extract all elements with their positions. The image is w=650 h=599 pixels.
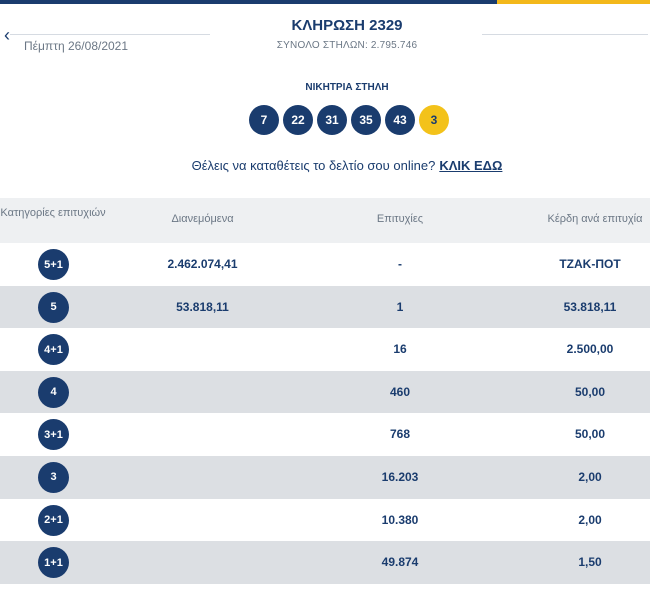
online-cta-text: Θέλεις να καταθέτεις το δελτίο σου online? xyxy=(191,158,436,173)
header-divider-left xyxy=(10,34,210,35)
category-badge: 5 xyxy=(38,292,69,323)
table-row xyxy=(0,243,650,286)
winnings-value: 2.500,00 xyxy=(566,342,614,357)
top-bar xyxy=(0,0,650,4)
top-bar-accent xyxy=(497,0,650,4)
draw-title: ΚΛΗΡΩΣΗ 2329 xyxy=(291,17,403,34)
winning-numbers xyxy=(249,105,453,135)
distributed-value xyxy=(140,413,265,455)
successes-value: 16 xyxy=(393,342,407,357)
successes-value: 1 xyxy=(396,299,404,314)
successes-value: 16.203 xyxy=(381,469,419,484)
successes-value: 768 xyxy=(389,427,411,442)
total-columns: ΣΥΝΟΛΟ ΣΤΗΛΩΝ: 2.795.746 xyxy=(276,40,418,51)
online-cta xyxy=(0,158,650,173)
header-successes: Επιτυχίες xyxy=(376,213,424,225)
distributed-value: 53.818,11 xyxy=(176,299,229,314)
joker-number-ball: 3 xyxy=(419,105,449,135)
prize-table xyxy=(0,198,650,584)
winnings-value: 1,50 xyxy=(578,555,602,570)
table-row xyxy=(0,328,650,371)
category-badge: 3+1 xyxy=(38,419,69,450)
winning-number-ball: 43 xyxy=(385,105,415,135)
category-badge: 3 xyxy=(38,462,69,493)
category-badge: 4 xyxy=(38,377,69,408)
winning-number-ball: 7 xyxy=(249,105,279,135)
category-badge: 4+1 xyxy=(38,334,69,365)
header-category: Κατηγορίες επιτυχιών xyxy=(0,207,106,219)
table-row xyxy=(0,456,650,499)
distributed-value xyxy=(140,541,265,583)
table-header xyxy=(0,198,650,243)
distributed-value: 2.462.074,41 xyxy=(167,257,238,271)
winnings-value: 2,00 xyxy=(578,469,602,484)
chevron-left-icon[interactable]: ‹ xyxy=(4,25,10,45)
table-row xyxy=(0,413,650,456)
table-row xyxy=(0,286,650,329)
distributed-value xyxy=(140,456,265,498)
successes-value: - xyxy=(398,257,402,271)
header-winnings: Κέρδη ανά επιτυχία xyxy=(547,213,643,225)
winning-number-ball: 31 xyxy=(317,105,347,135)
distributed-value xyxy=(140,499,265,541)
distributed-value xyxy=(140,371,265,413)
distributed-value xyxy=(140,328,265,370)
winnings-value: 2,00 xyxy=(578,512,602,527)
winning-number-ball: 22 xyxy=(283,105,313,135)
winnings-value: 50,00 xyxy=(574,384,606,399)
successes-value: 460 xyxy=(389,384,411,399)
winnings-value: 50,00 xyxy=(574,427,606,442)
table-row xyxy=(0,541,650,584)
header-distributed: Διανεμόμενα xyxy=(171,213,234,225)
winnings-value: 53.818,11 xyxy=(563,299,617,314)
winning-column-label: ΝΙΚΗΤΡΙΑ ΣΤΗΛΗ xyxy=(305,82,389,93)
table-row xyxy=(0,499,650,542)
category-badge: 1+1 xyxy=(38,547,69,578)
header-divider-right xyxy=(482,34,648,35)
draw-date: Πέμπτη 26/08/2021 xyxy=(24,39,129,53)
successes-value: 10.380 xyxy=(381,512,419,527)
winning-number-ball: 35 xyxy=(351,105,381,135)
winnings-value: ΤΖΑΚ-ΠΟΤ xyxy=(559,257,621,271)
table-row xyxy=(0,371,650,414)
category-badge: 2+1 xyxy=(38,505,69,536)
click-here-link[interactable]: ΚΛΙΚ ΕΔΩ xyxy=(439,158,503,173)
successes-value: 49.874 xyxy=(381,555,419,570)
category-badge: 5+1 xyxy=(38,249,69,280)
